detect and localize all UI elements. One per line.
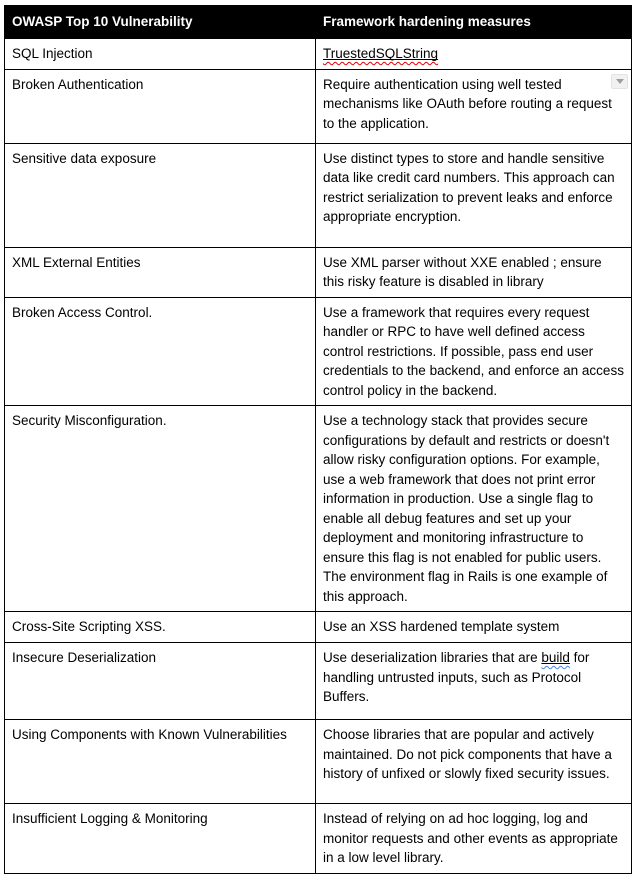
- table-row: [5, 804, 632, 874]
- link-misspelled-text: TruestedSQLString: [323, 46, 439, 61]
- dropdown-marker-icon[interactable]: [611, 74, 628, 89]
- measure-text: Use a framework that requires every request handler or RPC to have well defined access control restrictions. If possible, pass end user credentials to the backend, and enforce an access control policy in the backend.: [323, 304, 624, 398]
- measure-cell[interactable]: Use deserialization libraries that are build for handling untrusted inputs, such as Protocol Buffers.: [316, 643, 632, 720]
- table-row: [5, 69, 632, 143]
- measure-cell[interactable]: [316, 406, 632, 612]
- column-header-vulnerability[interactable]: OWASP Top 10 Vulnerability: [5, 6, 316, 39]
- vulnerability-cell[interactable]: XML External Entities: [5, 247, 316, 297]
- table-row: [5, 720, 632, 804]
- measure-cell[interactable]: [316, 804, 632, 874]
- column-header-measures[interactable]: Framework hardening measures: [316, 6, 632, 39]
- measure-text: Use an XSS hardened template system: [323, 619, 560, 634]
- vulnerability-cell[interactable]: Broken Access Control.: [5, 297, 316, 406]
- measure-cell[interactable]: [316, 69, 632, 143]
- measure-text: Require authentication using well tested mechanisms like OAuth before routing a request to the application.: [323, 76, 612, 131]
- measure-text: Use a technology stack that provides secure configurations by default and restricts or doesn't allow risky configuration options. For example, use a web framework that does not print error information in production. Use a single flag to enable all debug features and set up your deployment and monitoring infrastructure to ensure this flag is not enabled for public users. The environment flag in Rails is one example of this approach.: [323, 413, 610, 604]
- measure-cell[interactable]: [316, 143, 632, 247]
- measure-text: Choose libraries that are popular and actively maintained. Do not pick components that have a history of unfixed or slowly fixed security issues.: [323, 727, 612, 781]
- vulnerability-cell[interactable]: Security Misconfiguration.: [5, 406, 316, 612]
- measure-cell[interactable]: [316, 720, 632, 804]
- header-row: [5, 6, 632, 39]
- measure-cell[interactable]: [316, 247, 632, 297]
- table-row: [5, 39, 632, 70]
- vulnerability-cell[interactable]: Using Components with Known Vulnerabilities: [5, 720, 316, 804]
- vulnerability-cell[interactable]: Cross-Site Scripting XSS.: [5, 612, 316, 643]
- vulnerability-cell[interactable]: SQL Injection: [5, 39, 316, 70]
- vulnerability-cell[interactable]: Sensitive data exposure: [5, 143, 316, 247]
- measure-text: Use distinct types to store and handle sensitive data like credit card numbers. This approach can restrict serialization to prevent leaks and enforce appropriate encryption.: [323, 150, 615, 224]
- table-row: [5, 143, 632, 247]
- measure-cell[interactable]: [316, 612, 632, 643]
- measure-cell[interactable]: [316, 39, 632, 70]
- table-row: [5, 297, 632, 406]
- table-row: [5, 406, 632, 612]
- owasp-hardening-table: [4, 5, 632, 874]
- measure-text: Use XML parser without XXE enabled ; ensure this risky feature is disabled in library: [323, 254, 602, 289]
- table-row: [5, 643, 632, 720]
- measure-text: Instead of relying on ad hoc logging, log and monitor requests and other events as appropriate in a low level library.: [323, 811, 618, 865]
- triangle-down-icon: [616, 79, 624, 84]
- measure-cell[interactable]: [316, 297, 632, 406]
- table-row: [5, 612, 632, 643]
- vulnerability-cell[interactable]: Insufficient Logging & Monitoring: [5, 804, 316, 874]
- grammar-flagged-text: build: [541, 650, 570, 665]
- vulnerability-cell[interactable]: Broken Authentication: [5, 69, 316, 143]
- table-row: [5, 247, 632, 297]
- vulnerability-cell[interactable]: Insecure Deserialization: [5, 643, 316, 720]
